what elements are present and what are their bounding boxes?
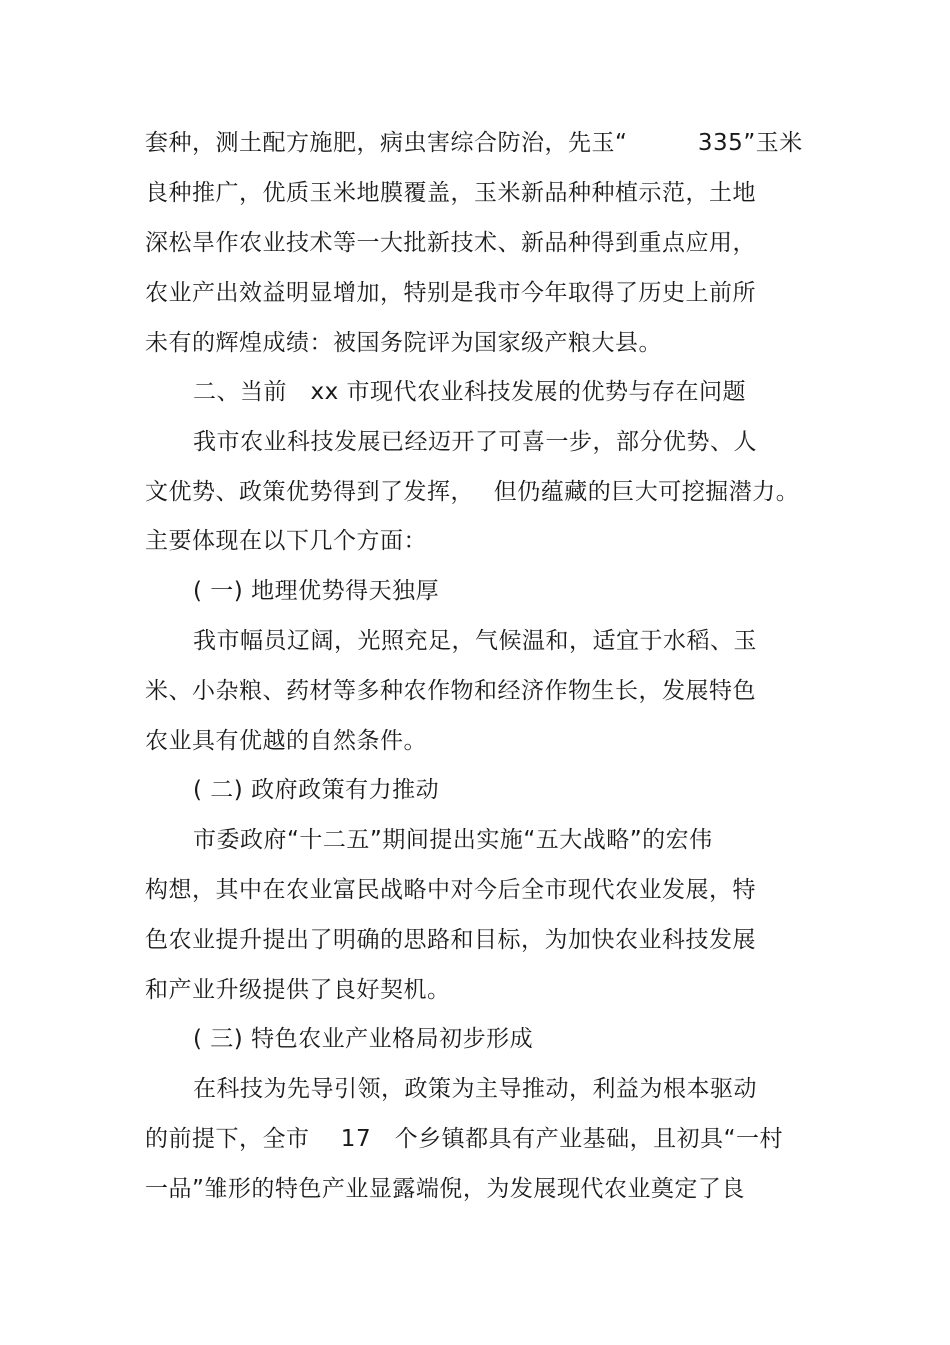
paragraph-line: 市委政府“十二五”期间提出实施“五大战略”的宏伟 [193, 827, 713, 853]
paragraph-line: 构想，其中在农业富民战略中对今后全市现代农业发展，特 [145, 877, 756, 903]
paragraph-line: 我市幅员辽阔，光照充足，气候温和，适宜于水稻、玉 [193, 628, 757, 654]
paragraph-line: 套种，测土配方施肥，病虫害综合防治，先玉“ 335”玉米 [145, 130, 803, 156]
paragraph-line: 农业产出效益明显增加，特别是我市今年取得了历史上前所 [145, 280, 756, 306]
subsection-heading: ( 一) 地理优势得天独厚 [193, 578, 440, 604]
paragraph-line: 未有的辉煌成绩：被国务院评为国家级产粮大县。 [145, 330, 662, 356]
paragraph-line: 色农业提升提出了明确的思路和目标，为加快农业科技发展 [145, 927, 756, 953]
paragraph-line: 一品”雏形的特色产业显露端倪，为发展现代农业奠定了良 [145, 1176, 745, 1202]
paragraph-line: 和产业升级提供了良好契机。 [145, 977, 451, 1003]
paragraph-line: 米、小杂粮、药材等多种农作物和经济作物生长，发展特色 [145, 678, 756, 704]
paragraph-line: 的前提下，全市 17 个乡镇都具有产业基础，且初具“一村 [145, 1126, 783, 1152]
section-heading: 二、当前 xx 市现代农业科技发展的优势与存在问题 [193, 379, 747, 405]
paragraph-line: 在科技为先导引领，政策为主导推动，利益为根本驱动 [193, 1076, 757, 1102]
paragraph-line: 我市农业科技发展已经迈开了可喜一步，部分优势、人 [193, 429, 757, 455]
subsection-heading: ( 三) 特色农业产业格局初步形成 [193, 1026, 534, 1052]
paragraph-line: 农业具有优越的自然条件。 [145, 728, 427, 754]
paragraph-line: 良种推广，优质玉米地膜覆盖，玉米新品种种植示范，土地 [145, 180, 756, 206]
paragraph-line: 文优势、政策优势得到了发挥， 但仍蕴藏的巨大可挖掘潜力。 [145, 479, 800, 505]
subsection-heading: ( 二) 政府政策有力推动 [193, 777, 440, 803]
paragraph-line: 深松旱作农业技术等一大批新技术、新品种得到重点应用， [145, 230, 756, 256]
paragraph-line: 主要体现在以下几个方面： [145, 528, 427, 554]
